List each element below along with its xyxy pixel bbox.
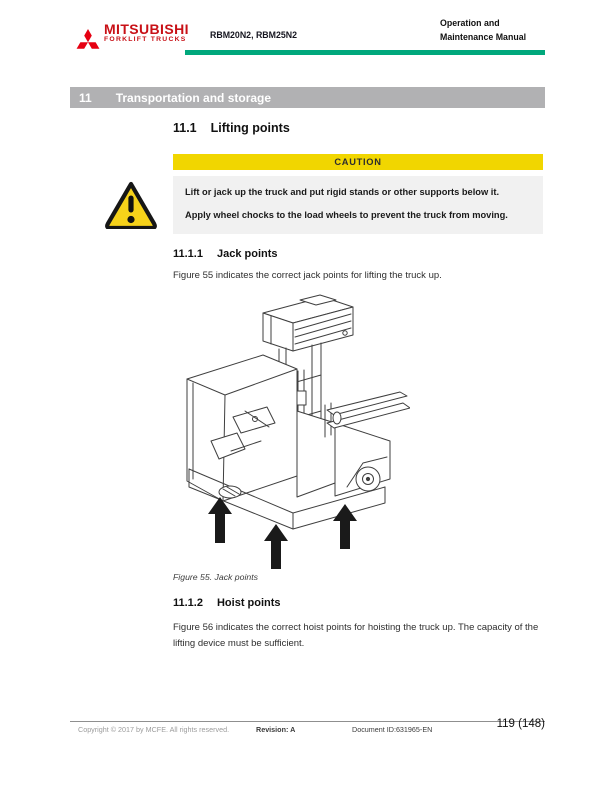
section-number: 11.1 [173,121,197,135]
brand-wordmark [104,22,189,44]
section-heading-lifting-points [173,121,290,135]
brand-subtitle: FORKLIFT TRUCKS [104,36,187,43]
forklift-illustration [175,291,410,575]
footer-revision: Revision: A [256,725,296,734]
subsection-label: Jack points [216,248,278,260]
chapter-header-bar [70,87,545,108]
subsection-heading-jack-points [173,248,278,260]
footer-copyright: Copyright © 2017 by MCFE. All rights reserved. [78,725,230,734]
manual-title-line1: Operation and [440,18,500,28]
brand-logo [76,22,189,51]
caution-line-1: Lift or jack up the truck and put rigid stands or other supports below it. [185,187,500,197]
figure-caption: Figure 55. Jack points [173,572,258,582]
manual-title [440,17,526,44]
manual-title-line2: Maintenance Manual [440,31,527,42]
subsection-label: Hoist points [216,597,281,609]
caution-line-2: Apply wheel chocks to the load wheels to prevent the truck from moving. [185,210,508,220]
warning-triangle-icon [103,179,159,229]
hoist-points-paragraph: Figure 56 indicates the correct hoist points for hoisting the truck up. The capacity of the lifting device must be sufficient. [173,622,539,649]
caution-header: CAUTION [173,154,543,170]
jack-point-arrows [208,497,357,569]
footer-rule [70,721,545,722]
chapter-number: 11 [79,90,92,105]
header-rule [185,50,545,55]
section-label: Lifting points [210,121,290,135]
mitsubishi-three-diamond-icon [76,29,100,51]
subsection-number: 11.1.1 [173,248,203,260]
subsection-heading-hoist-points [173,597,281,609]
chapter-title: Transportation and storage [115,90,272,105]
jack-points-paragraph: Figure 55 indicates the correct jack points for lifting the truck up. [173,270,442,281]
model-numbers: RBM20N2, RBM25N2 [210,30,298,40]
footer-page-number: 119 (148) [496,718,545,730]
footer-document-id: Document ID:631965-EN [352,725,433,734]
caution-body [173,176,543,234]
subsection-number: 11.1.2 [173,597,203,609]
jack-points-figure [175,291,410,575]
brand-name: MITSUBISHI [104,21,189,37]
